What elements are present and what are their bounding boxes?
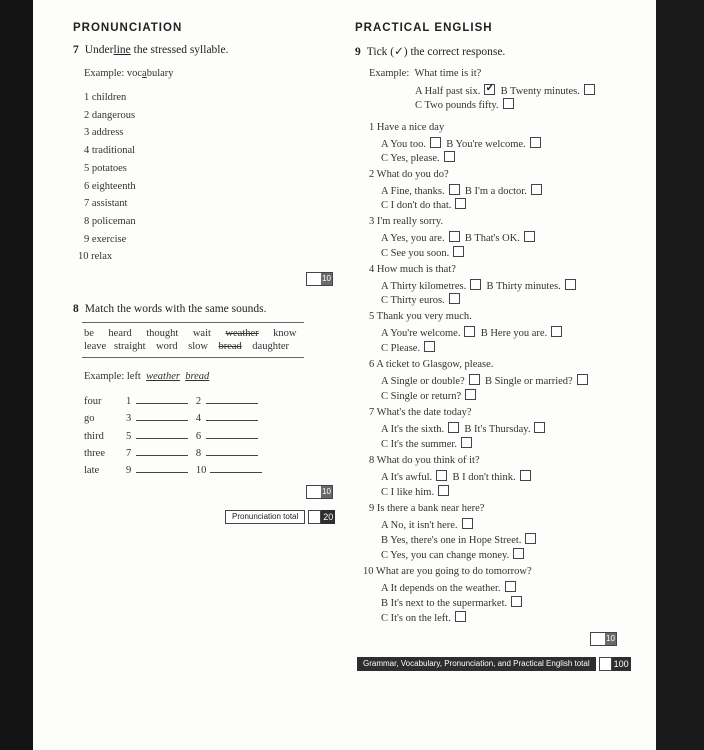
- q7-item[interactable]: 9 exercise: [84, 234, 127, 245]
- checkbox[interactable]: [503, 98, 514, 109]
- q9-number: 9: [355, 46, 361, 58]
- question-9-c: C Yes, you can change money.: [381, 548, 524, 561]
- q7-item[interactable]: 8 policeman: [84, 216, 136, 227]
- word-box-row-2: leave straight word slow bread daughter: [84, 341, 290, 352]
- q9-score-box[interactable]: 10: [590, 632, 617, 646]
- checkbox[interactable]: [511, 596, 522, 607]
- answer-blank[interactable]: [206, 446, 258, 456]
- question-8: 8 What do you think of it?: [369, 455, 480, 466]
- q7-instruction: 7 Underline the stressed syllable.: [73, 44, 229, 56]
- q8-instruction: 8 Match the words with the same sounds.: [73, 303, 267, 315]
- question-7: 7 What's the date today?: [369, 407, 472, 418]
- checkbox[interactable]: [455, 611, 466, 622]
- question-3: 3 I'm really sorry.: [369, 216, 444, 227]
- q7-example: Example: vocabulary: [84, 68, 174, 79]
- question-1: 1 Have a nice day: [369, 122, 445, 133]
- q9-instruction: 9 Tick (✓) the correct response.: [355, 46, 506, 58]
- checkbox[interactable]: [524, 231, 535, 242]
- checkbox[interactable]: [461, 437, 472, 448]
- checkbox[interactable]: [469, 374, 480, 385]
- pronunciation-total-bar: [225, 510, 335, 524]
- q7-score-box[interactable]: 10: [306, 272, 333, 286]
- question-3-ab: A Yes, you are. B That's OK.: [381, 231, 535, 244]
- pronunciation-total-label: Pronunciation total: [225, 510, 305, 524]
- question-5: 5 Thank you very much.: [369, 311, 472, 322]
- answer-blank[interactable]: [136, 463, 188, 473]
- question-8-c: C I like him.: [381, 485, 449, 498]
- example-answer-c: C Two pounds fifty.: [415, 98, 514, 111]
- pronunciation-heading: PRONUNCIATION: [73, 22, 183, 34]
- q7-item[interactable]: 3 address: [84, 127, 124, 138]
- question-7-c: C It's the summer.: [381, 437, 472, 450]
- q8-score-box[interactable]: 10: [306, 485, 333, 499]
- answer-blank[interactable]: [206, 429, 258, 439]
- question-9-a: A No, it isn't here.: [381, 518, 473, 531]
- checkbox[interactable]: [464, 326, 475, 337]
- answer-blank[interactable]: [136, 429, 188, 439]
- question-4: 4 How much is that?: [369, 264, 456, 275]
- question-6-c: C Single or return?: [381, 389, 476, 402]
- question-7-ab: A It's the sixth. B It's Thursday.: [381, 422, 545, 435]
- q8-row: late 9 10: [84, 463, 262, 476]
- question-10: 10 What are you going to do tomorrow?: [363, 566, 532, 577]
- checkbox[interactable]: [513, 548, 524, 559]
- q7-item[interactable]: 2 dangerous: [84, 110, 136, 121]
- q7-item[interactable]: 5 potatoes: [84, 163, 127, 174]
- checkbox[interactable]: [444, 151, 455, 162]
- checkbox[interactable]: [424, 341, 435, 352]
- question-5-ab: A You're welcome. B Here you are.: [381, 326, 562, 339]
- q7-item[interactable]: 10 relax: [78, 251, 113, 262]
- checkbox[interactable]: [551, 326, 562, 337]
- answer-blank[interactable]: [210, 463, 262, 473]
- grand-total-slot[interactable]: [599, 657, 612, 671]
- q8-row: third 5 6: [84, 429, 258, 442]
- question-2: 2 What do you do?: [369, 169, 449, 180]
- checkbox[interactable]: [449, 293, 460, 304]
- checkbox[interactable]: [534, 422, 545, 433]
- checkbox[interactable]: [430, 137, 441, 148]
- question-3-c: C See you soon.: [381, 246, 464, 259]
- grand-total-value: 100: [613, 659, 629, 669]
- question-5-c: C Please.: [381, 341, 435, 354]
- question-4-c: C Thirty euros.: [381, 293, 460, 306]
- question-2-c: C I don't do that.: [381, 198, 466, 211]
- q7-item[interactable]: 6 eighteenth: [84, 181, 136, 192]
- checkbox[interactable]: [436, 470, 447, 481]
- q7-number: 7: [73, 44, 79, 56]
- question-2-ab: A Fine, thanks. B I'm a doctor.: [381, 184, 542, 197]
- background-left-edge: [0, 0, 33, 750]
- answer-blank[interactable]: [136, 411, 188, 421]
- question-8-ab: A It's awful. B I don't think.: [381, 470, 531, 483]
- checkbox[interactable]: [470, 279, 481, 290]
- q8-row: three 7 8: [84, 446, 258, 459]
- question-1-ab: A You too. B You're welcome.: [381, 137, 541, 150]
- grand-total-label: Grammar, Vocabulary, Pronunciation, and Practical English total: [357, 657, 596, 671]
- q8-row: four 1 2: [84, 394, 258, 407]
- checkbox[interactable]: [438, 485, 449, 496]
- example-answers-row: A Half past six.✓ B Twenty minutes.: [415, 84, 595, 97]
- question-6: 6 A ticket to Glasgow, please.: [369, 359, 494, 370]
- practical-english-heading: PRACTICAL ENGLISH: [355, 22, 493, 34]
- word-box-bottom-rule: [82, 357, 304, 358]
- answer-blank[interactable]: [206, 411, 258, 421]
- q9-example-question: Example: What time is it?: [369, 68, 482, 79]
- question-6-ab: A Single or double? B Single or married?: [381, 374, 588, 387]
- word-box-top-rule: [82, 322, 304, 323]
- grand-total-bar: [357, 657, 631, 671]
- q8-number: 8: [73, 303, 79, 315]
- checkbox[interactable]: [520, 470, 531, 481]
- q7-item[interactable]: 7 assistant: [84, 198, 128, 209]
- answer-blank[interactable]: [136, 394, 188, 404]
- question-4-ab: A Thirty kilometres. B Thirty minutes.: [381, 279, 576, 292]
- answer-blank[interactable]: [206, 394, 258, 404]
- q8-example: Example: left weather bread: [84, 371, 210, 382]
- checkbox[interactable]: [565, 279, 576, 290]
- worksheet-page: [33, 0, 656, 750]
- question-9-b: B Yes, there's one in Hope Street.: [381, 533, 536, 546]
- checkbox[interactable]: [465, 389, 476, 400]
- checkbox[interactable]: [530, 137, 541, 148]
- checkbox[interactable]: [449, 184, 460, 195]
- checkbox[interactable]: [505, 581, 516, 592]
- question-1-c: C Yes, please.: [381, 151, 455, 164]
- word-box-row-1: be heard thought wait weather know: [84, 328, 297, 339]
- checkbox[interactable]: [449, 231, 460, 242]
- checkbox[interactable]: [531, 184, 542, 195]
- background-right-edge: [656, 0, 704, 750]
- q7-item[interactable]: 1 children: [84, 92, 127, 103]
- question-10-a: A It depends on the weather.: [381, 581, 516, 594]
- pronunciation-total-value: 20: [323, 512, 334, 522]
- pronunciation-total-slot[interactable]: [308, 510, 321, 524]
- q8-row: go 3 4: [84, 411, 258, 424]
- checkbox[interactable]: [462, 518, 473, 529]
- checkbox[interactable]: [525, 533, 536, 544]
- checkbox[interactable]: [577, 374, 588, 385]
- question-9: 9 Is there a bank near here?: [369, 503, 485, 514]
- checkbox[interactable]: [584, 84, 595, 95]
- checkbox[interactable]: [455, 198, 466, 209]
- question-10-c: C It's on the left.: [381, 611, 466, 624]
- q7-item[interactable]: 4 traditional: [84, 145, 136, 156]
- checked-checkbox[interactable]: [484, 84, 495, 95]
- question-10-b: B It's next to the supermarket.: [381, 596, 522, 609]
- answer-blank[interactable]: [136, 446, 188, 456]
- checkbox[interactable]: [448, 422, 459, 433]
- tick-icon: ✓: [394, 46, 404, 58]
- checkbox[interactable]: [453, 246, 464, 257]
